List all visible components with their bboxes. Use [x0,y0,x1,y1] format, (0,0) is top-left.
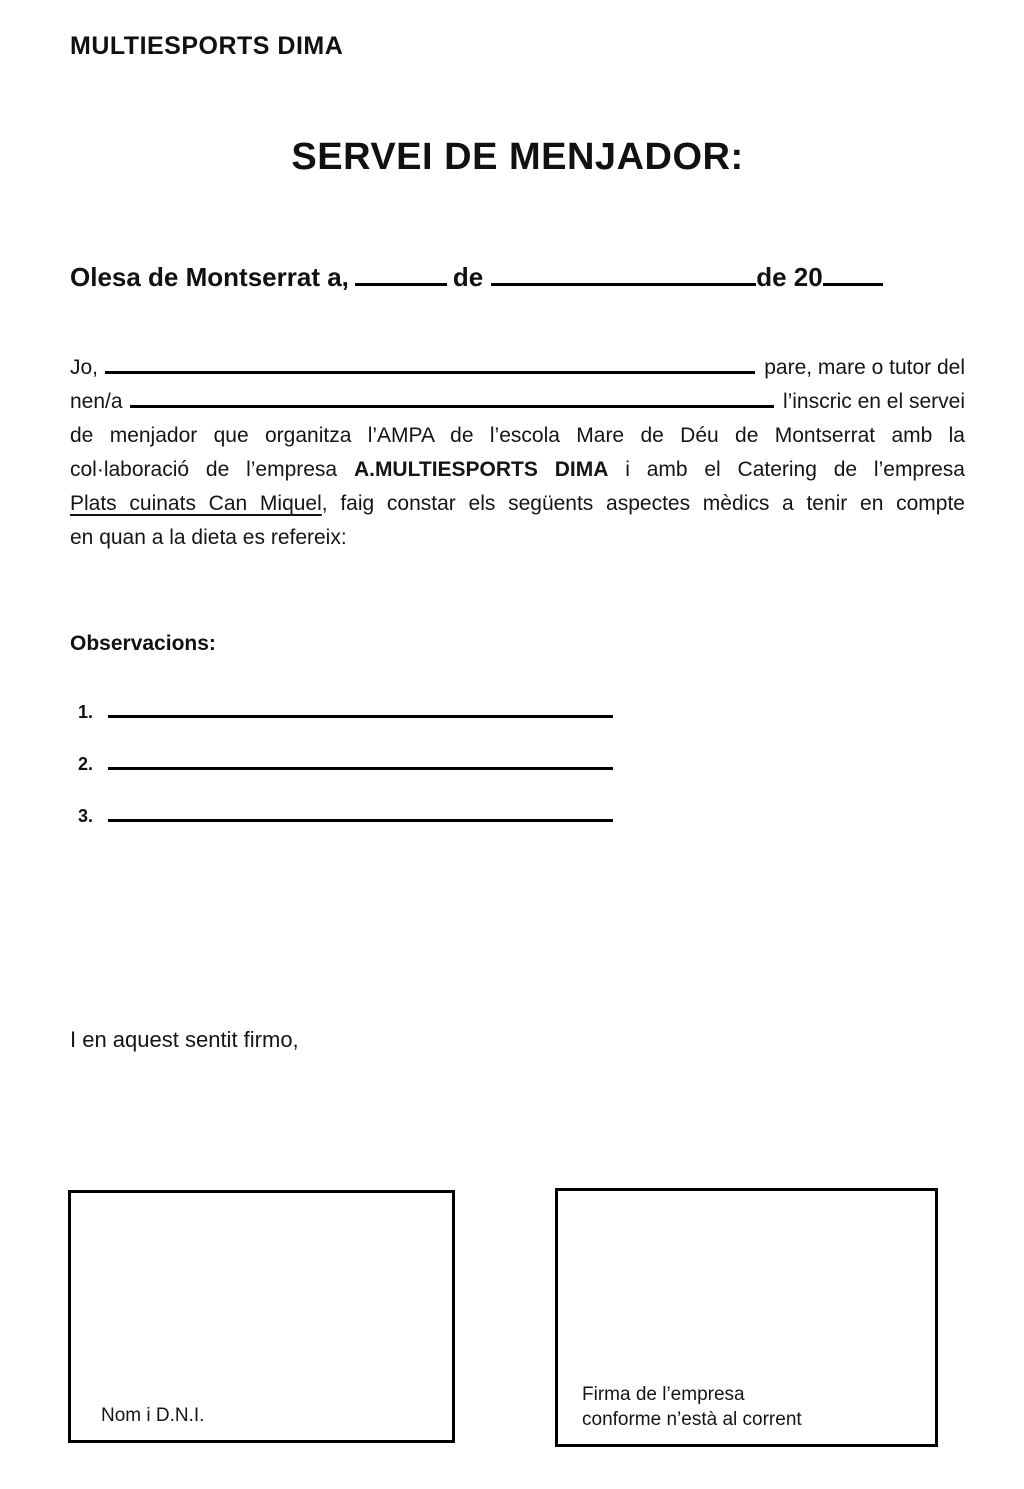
item-number: 3. [78,806,94,826]
observation-blank-2 [108,767,613,770]
signature-box-left-label: Nom i D.N.I. [101,1405,205,1426]
company-name: A.MULTIESPORTS DIMA [353,458,609,481]
line4-pre: col·laboració de l’empresa [70,458,338,481]
closing-statement: I en aquest sentit firmo, [70,1027,299,1052]
observation-item-2 [78,754,618,775]
observations-heading: Observacions: [70,632,216,655]
line1-post: pare, mare o tutor del [764,356,965,379]
observation-item-3 [78,806,618,827]
body-line-2 [70,385,965,419]
item-number: 2. [78,754,94,774]
line2-post: l’inscric en el servei [782,390,965,413]
body-line-6: en quan a la dieta es refereix: [70,526,347,549]
dateline-mid: de [452,262,484,292]
line2-pre: nen/a [70,390,123,413]
child-name-blank [130,405,774,408]
observation-blank-1 [108,715,613,718]
signature-box-right-label-line1: Firma de l’empresa [582,1384,745,1405]
date-month-blank [491,283,756,286]
dateline-suffix: de 20 [756,262,823,292]
dateline [70,262,965,293]
observation-item-1 [78,702,618,723]
date-day-blank [355,283,447,286]
body-line-4 [70,453,965,487]
catering-name: Plats cuinats Can Miquel [70,492,322,515]
dateline-prefix: Olesa de Montserrat a, [70,262,349,292]
item-number: 1. [78,702,94,722]
body-line-5 [70,487,965,521]
parent-name-blank [105,371,755,374]
body-paragraph [70,351,965,555]
signature-box-company [555,1188,938,1447]
line1-pre: Jo, [70,356,99,379]
signature-box-name-dni [68,1190,455,1443]
body-line-3: de menjador que organitza l’AMPA de l’escola Mare de Déu de Montserrat amb la [70,424,965,447]
signature-box-right-label-line2: conforme n’està al corrent [582,1409,802,1430]
line5-post: , faig constar els següents aspectes mèdics a tenir en compte [321,492,965,515]
line4-post: i amb el Catering de l’empresa [625,458,965,481]
observation-blank-3 [108,819,613,822]
signature-box-right-label [582,1382,802,1432]
letterhead: MULTIESPORTS DIMA [70,32,344,60]
page-title: SERVEI DE MENJADOR: [291,136,744,178]
date-year-blank [823,283,883,286]
body-line-1 [70,351,965,385]
